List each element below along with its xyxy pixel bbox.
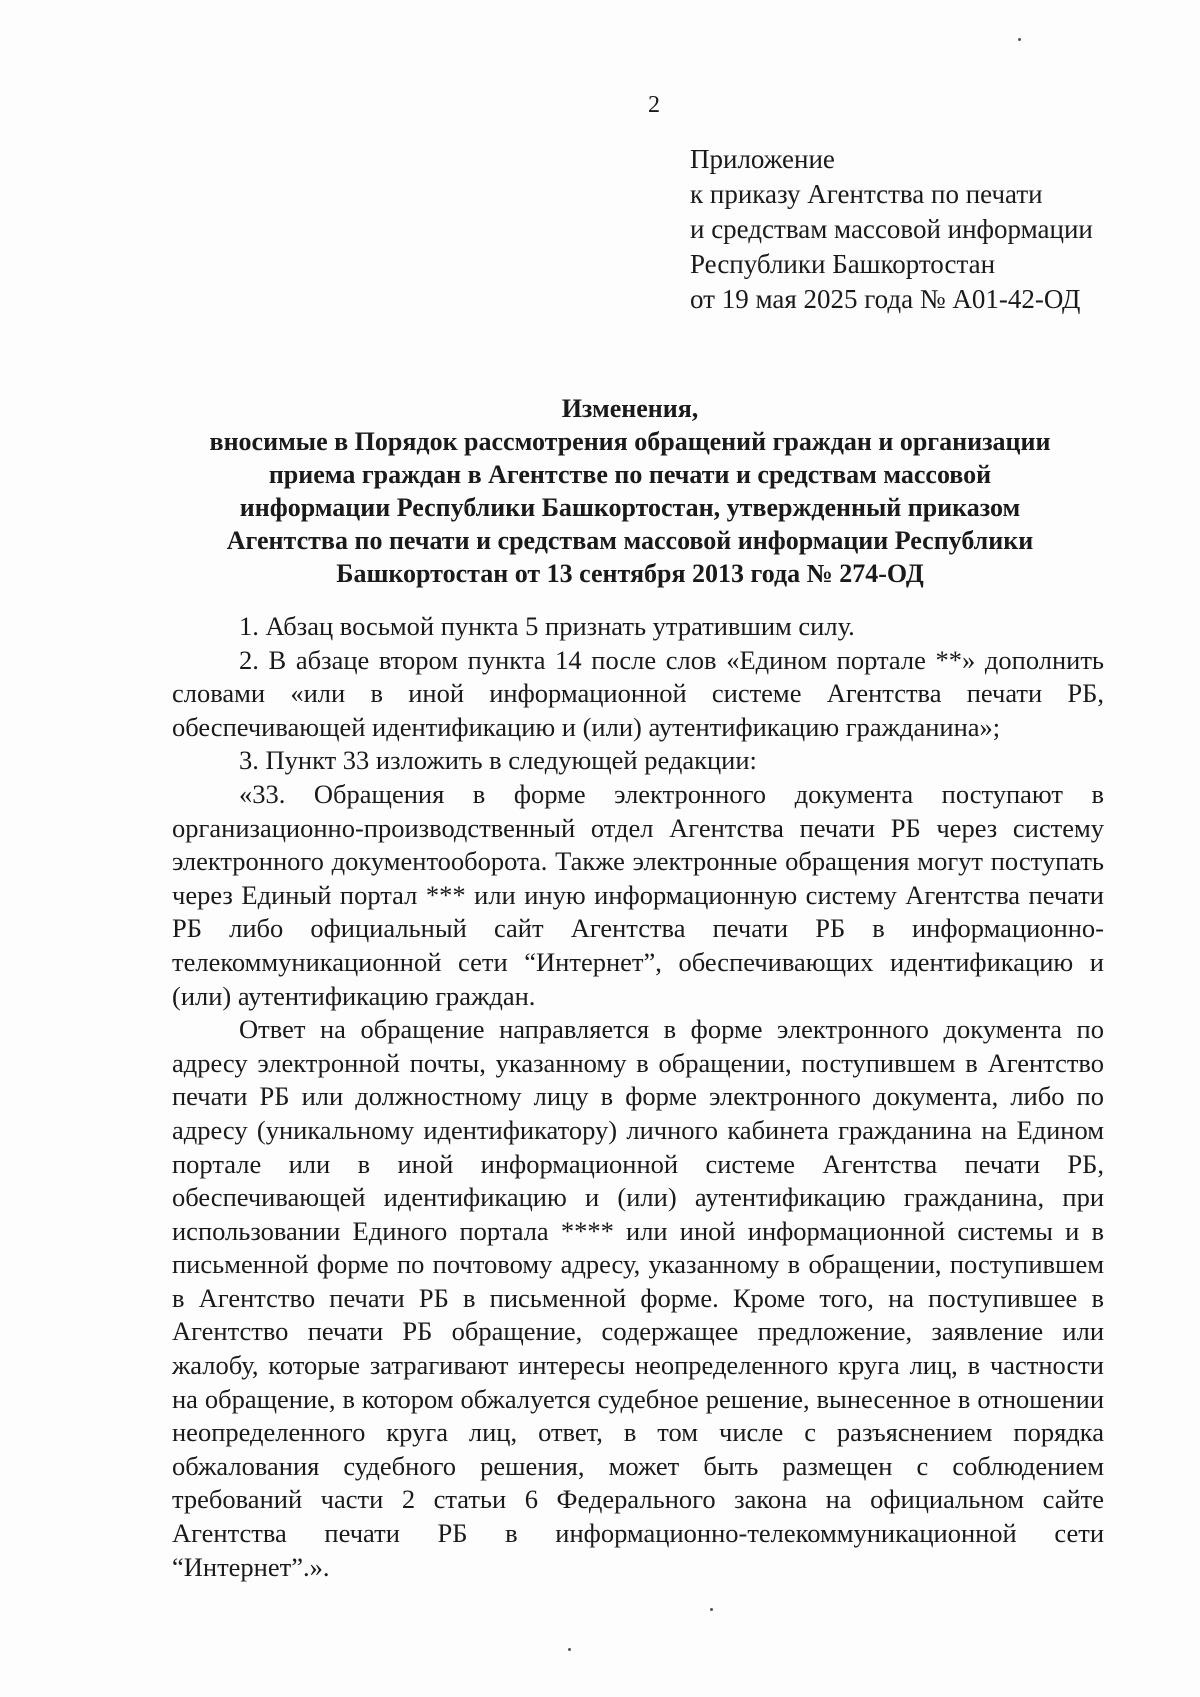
appendix-header [690, 142, 1093, 317]
title-line: Башкортостан от 13 сентября 2013 года № 274-ОД [336, 559, 924, 588]
document-body [172, 610, 1104, 1584]
scan-speck [1018, 38, 1021, 41]
appendix-line: от 19 мая 2025 года № А01-42-ОД [690, 284, 1081, 314]
page-number: 2 [648, 92, 660, 118]
title-line: приема граждан в Агентстве по печати и средствам массовой [268, 460, 992, 489]
paragraph-5: Ответ на обращение направляется в форме электронного документа по адресу электронной почты, указанному в обращении, поступившем в Агентство печати РБ или должностному лицу в форме электронного документа, либо по адресу (уникальному идентификатору) личного кабинета гражданина на Едином портале или в иной информационной системе Агентства печати РБ, обеспечивающей идентификацию и (или) аутентификацию гражданина, при использовании Единого портала **** или иной информационной системы и в письменной форме по почтовому адресу, указанному в обращении, поступившем в Агентство печати РБ в письменной форме. Кроме того, на поступившее в Агентство печати РБ обращение, содержащее предложение, заявление или жалобу, которые затрагивают интересы неопределенного круга лиц, в частности на обращение, в котором обжалуется судебное решение, вынесенное в отношении неопределенного круга лиц, ответ, в том числе с разъяснением порядка обжалования судебного решения, может быть размещен с соблюдением требований части 2 статьи 6 Федерального закона на официальном сайте Агентства печати РБ в информационно-телекоммуникационной сети “Интернет”.». [172, 1014, 1104, 1582]
appendix-line: Приложение [690, 144, 835, 174]
paragraph-1: 1. Абзац восьмой пункта 5 признать утратившим силу. [239, 611, 855, 641]
paragraph-3: 3. Пункт 33 изложить в следующей редакции: [239, 745, 757, 776]
scan-speck [568, 1648, 571, 1651]
appendix-line: Республики Башкортостан [690, 249, 996, 279]
appendix-line: к приказу Агентства по печати [690, 179, 1043, 209]
document-title [170, 392, 1090, 590]
paragraph-2: 2. В абзаце втором пункта 14 после слов «Едином портале **» дополнить словами «или в иной информационной системе Агентства печати РБ, обеспечивающей идентификацию и (или) аутентификацию гражданина»; [172, 644, 1104, 742]
appendix-line: и средствам массовой информации [690, 214, 1093, 244]
title-line: Агентства по печати и средствам массовой информации Республики [226, 526, 1034, 555]
title-line: Изменения, [561, 394, 699, 423]
title-line: вносимые в Порядок рассмотрения обращений граждан и организации [209, 427, 1051, 456]
scan-speck [710, 1608, 713, 1611]
title-line: информации Республики Башкортостан, утвержденный приказом [239, 493, 1021, 522]
paragraph-4: «33. Обращения в форме электронного документа поступают в организационно-производственный отдел Агентства печати РБ через систему электронного документооборота. Также электронные обращения могут поступать через Единый портал *** или иную информационную систему Агентства печати РБ либо официальный сайт Агентства печати РБ в информационно-телекоммуникационной сети “Интернет”, обеспечивающих идентификацию и (или) аутентификацию граждан. [172, 778, 1104, 1011]
